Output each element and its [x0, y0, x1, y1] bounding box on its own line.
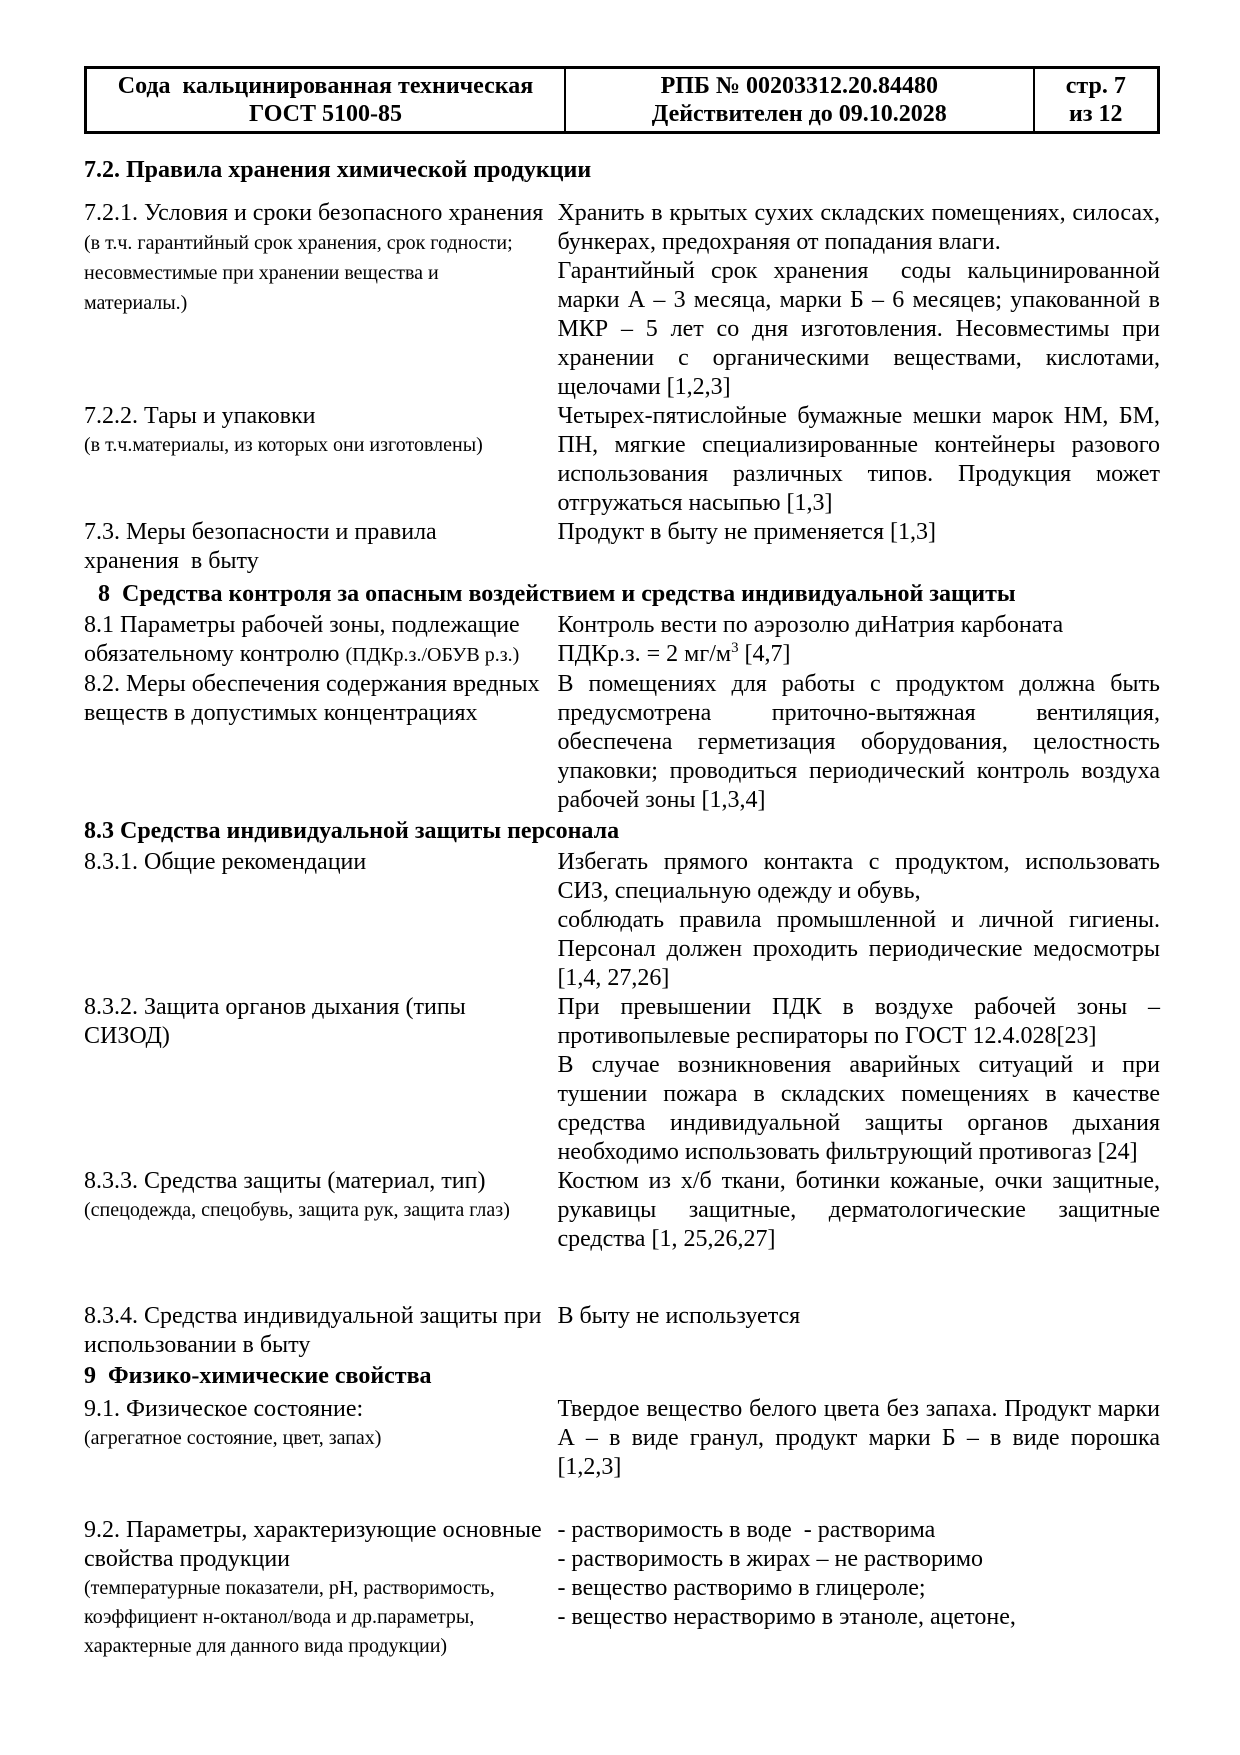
field-label-text: 8.2. Меры обеспечения содержания вредных веществ в допустимых концентрациях	[84, 671, 540, 726]
row-8-1	[84, 611, 1160, 670]
value-text: Твердое вещество белого цвета без запаха. Продукт марки А – в виде гранул, продукт марки Б – в виде порошка [1,2,3]	[557, 1396, 1160, 1480]
value-text: - вещество нерастворимо в этаноле, ацетоне,	[557, 1604, 1016, 1630]
row-9-2	[84, 1516, 1160, 1661]
value-text: В случае возникновения аварийных ситуаций и при тушении пожара в складских помещениях в качестве средства индивидуальной защиты органов дыхания необходимо использовать фильтрующий противогаз [24]	[557, 1052, 1160, 1165]
value-text: ПДКр.з. = 2 мг/м	[557, 641, 732, 667]
row-8-1-value	[557, 611, 1160, 669]
row-8-3-4-label	[84, 1302, 557, 1360]
value-paragraph	[557, 906, 1160, 993]
field-label-text: 8.3.4. Средства индивидуальной защиты при использовании в быту	[84, 1303, 542, 1358]
content-area	[84, 156, 1160, 1661]
row-7-3	[84, 518, 1160, 576]
value-paragraph	[557, 257, 1160, 402]
value-paragraph	[557, 1051, 1160, 1167]
value-text: При превышении ПДК в воздухе рабочей зоны – противопылевые респираторы по ГОСТ 12.4.028[23]	[557, 994, 1160, 1049]
field-label-note: (в т.ч. гарантийный срок хранения, срок годности; несовместимые при хранении вещества и материалы.)	[84, 232, 513, 314]
field-label-text: 8.3.1. Общие рекомендации	[84, 849, 367, 875]
row-7-2-2-value	[557, 402, 1160, 518]
row-9-2-label	[84, 1516, 557, 1661]
value-text: Продукт в быту не применяется [1,3]	[557, 519, 936, 545]
row-8-3-1-value	[557, 848, 1160, 993]
field-label-note: (агрегатное состояние, цвет, запах)	[84, 1427, 382, 1449]
value-paragraph	[557, 402, 1160, 518]
value-text: - растворимость в воде - растворима	[557, 1517, 936, 1543]
row-8-3-4-value	[557, 1302, 1160, 1331]
value-text: Костюм из х/б ткани, ботинки кожаные, очки защитные, рукавицы защитные, дерматологические защитные средства [1, 25,26,27]	[557, 1168, 1160, 1252]
row-9-2-value	[557, 1516, 1160, 1632]
row-8-3-1-label	[84, 848, 557, 877]
row-8-3-2-label	[84, 993, 557, 1051]
value-paragraph	[557, 611, 1160, 640]
header-table	[84, 66, 1160, 134]
value-paragraph	[557, 848, 1160, 906]
row-8-3-3-value	[557, 1167, 1160, 1254]
heading-8-3: 8.3 Средства индивидуальной защиты персонала	[84, 818, 620, 844]
value-text: В помещениях для работы с продуктом должна быть предусмотрена приточно-вытяжная вентиляция, обеспечена герметизация оборудования, целостность упаковки; проводиться периодический контроль воздуха рабочей зоны [1,3,4]	[557, 671, 1160, 813]
field-label-note: (спецодежда, спецобувь, защита рук, защита глаз)	[84, 1199, 510, 1221]
row-7-2-1	[84, 199, 1160, 402]
value-paragraph	[557, 518, 1160, 547]
value-text: - растворимость в жирах – не растворимо	[557, 1546, 984, 1572]
value-text: [4,7]	[738, 641, 791, 667]
value-text: - вещество растворимо в глицероле;	[557, 1575, 926, 1601]
row-8-2	[84, 670, 1160, 815]
row-9-1-value	[557, 1395, 1160, 1482]
field-label-note: (температурные показатели, рН, растворимость, коэффициент н-октанол/вода и др.параметры, характерные для данного вида продукции)	[84, 1577, 495, 1657]
row-8-2-label	[84, 670, 557, 728]
row-7-3-value	[557, 518, 1160, 547]
row-8-3-1	[84, 848, 1160, 993]
validity-date: Действителен до 09.10.2028	[651, 101, 947, 127]
value-text: Четырех-пятислойные бумажные мешки марок НМ, БМ, ПН, мягкие специализированные контейнеры разового использования различных типов. Продукция может отгружаться насыпью [1,3]	[557, 403, 1160, 516]
row-8-3-3-label	[84, 1167, 557, 1225]
rpb-number: РПБ № 00203312.20.84480	[660, 73, 938, 99]
value-text: Контроль вести по аэрозолю диНатрия карбоната	[557, 612, 1064, 638]
header-cell-product	[86, 68, 566, 133]
gost-number: ГОСТ 5100-85	[249, 101, 402, 127]
row-7-2-2-label	[84, 402, 557, 460]
header-cell-rpb	[565, 68, 1034, 133]
header-row	[86, 68, 1159, 133]
value-text: Хранить в крытых сухих складских помещениях, силосах, бункерах, предохраняя от попадания влаги.	[557, 200, 1160, 255]
value-text: Избегать прямого контакта с продуктом, использовать СИЗ, специальную одежду и обувь,	[557, 849, 1160, 904]
row-9-1-label	[84, 1395, 557, 1453]
superscript: 3	[731, 640, 739, 656]
value-paragraph	[557, 1603, 1160, 1632]
header-cell-page	[1034, 68, 1159, 133]
value-paragraph	[557, 1545, 1160, 1574]
row-8-2-value	[557, 670, 1160, 815]
row-8-3-2-value	[557, 993, 1160, 1167]
row-8-3-2	[84, 993, 1160, 1167]
value-paragraph	[557, 1167, 1160, 1254]
value-paragraph	[557, 1574, 1160, 1603]
value-text: В быту не используется	[557, 1303, 801, 1329]
heading-9: 9 Физико-химические свойства	[84, 1363, 432, 1389]
value-paragraph	[557, 993, 1160, 1051]
value-text: соблюдать правила промышленной и личной гигиены. Персонал должен проходить периодические медосмотры [1,4, 27,26]	[557, 907, 1160, 991]
field-label-text: 9.1. Физическое состояние:	[84, 1396, 364, 1422]
row-7-2-1-value	[557, 199, 1160, 402]
page-number: стр. 7	[1065, 73, 1126, 99]
row-7-2-1-label	[84, 199, 557, 318]
field-label-text: 7.3. Меры безопасности и правила хранения в быту	[84, 519, 437, 574]
value-paragraph	[557, 1395, 1160, 1482]
row-8-1-label	[84, 611, 557, 670]
row-7-2-2	[84, 402, 1160, 518]
field-label-text: 8.3.3. Средства защиты (материал, тип)	[84, 1168, 486, 1194]
field-label-note: (ПДКр.з./ОБУВ р.з.)	[345, 644, 520, 666]
product-name: Сода кальцинированная техническая	[117, 73, 534, 99]
field-label-text: 8.3.2. Защита органов дыхания (типы СИЗОД)	[84, 994, 466, 1049]
field-label-text: 9.2. Параметры, характеризующие основные свойства продукции	[84, 1517, 542, 1572]
value-paragraph	[557, 670, 1160, 815]
field-label-text: 7.2.1. Условия и сроки безопасного хранения	[84, 200, 544, 226]
field-label-text: 8.1 Параметры рабочей зоны, подлежащие обязательному контролю	[84, 612, 520, 667]
row-7-3-label	[84, 518, 557, 576]
row-8-3-4	[84, 1302, 1160, 1360]
row-9-1	[84, 1395, 1160, 1482]
heading-8: 8 Средства контроля за опасным воздействием и средства индивидуальной защиты	[98, 581, 1016, 607]
value-paragraph	[557, 199, 1160, 257]
value-text: Гарантийный срок хранения соды кальцинированной марки А – 3 месяца, марки Б – 6 месяцев; упакованной в МКР – 5 лет со дня изготовления. Несовместимы при хранении с органическими веществами, кислотами, щелочами [1,2,3]	[557, 258, 1160, 400]
field-label-note: (в т.ч.материалы, из которых они изготовлены)	[84, 434, 483, 456]
value-paragraph	[557, 1302, 1160, 1331]
row-8-3-3	[84, 1167, 1160, 1254]
field-label-text: 7.2.2. Тары и упаковки	[84, 403, 316, 429]
value-paragraph	[557, 640, 1160, 669]
page-total: из 12	[1069, 101, 1123, 127]
heading-7-2: 7.2. Правила хранения химической продукции	[84, 157, 592, 183]
value-paragraph	[557, 1516, 1160, 1545]
